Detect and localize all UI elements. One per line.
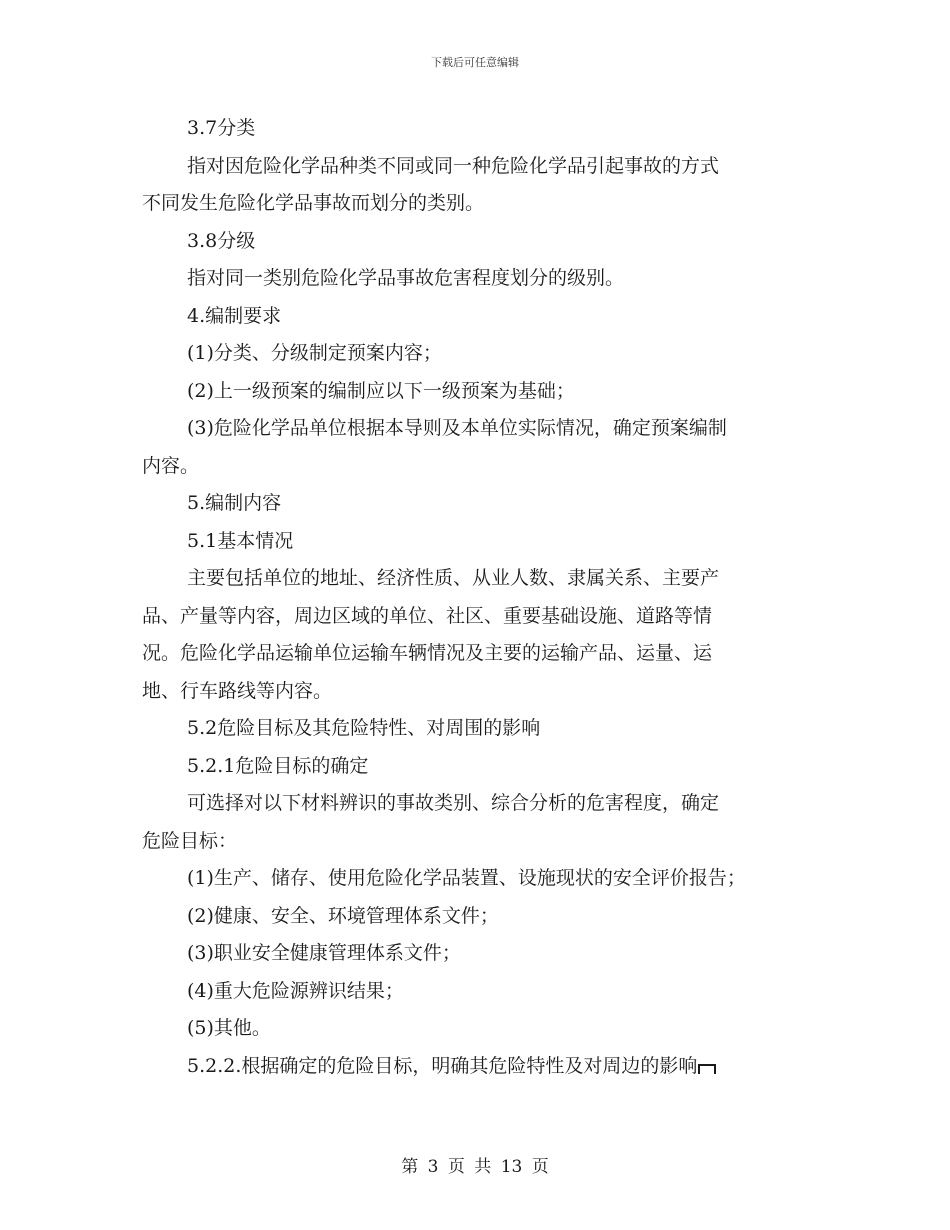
section-heading-5-2-2 (142, 1048, 814, 1086)
paragraph-line: 不同发生危险化学品事故而划分的类别。 (142, 192, 485, 214)
paragraph-line: 指对同一类别危险化学品事故危害程度划分的级别。 (187, 267, 625, 289)
section-heading-3-8: 3.8分级 (187, 229, 256, 252)
list-item: (1)分类、分级制定预案内容； (187, 342, 442, 364)
section-heading-5-2-1: 5.2.1危险目标的确定 (187, 754, 369, 777)
list-item: (4)重大危险源辨识结果； (187, 979, 404, 1002)
paragraph-line: 况。危险化学品运输单位运输车辆情况及主要的运输产品、运量、运 (142, 642, 713, 664)
section-heading-5: 5.编制内容 (187, 492, 282, 514)
section-heading-5-2: 5.2危险目标及其危险特性、对周围的影响 (187, 717, 541, 739)
paragraph-line: 危险目标： (142, 829, 238, 852)
page-header: 下载后可任意编辑 (431, 56, 519, 69)
section-heading-3-7: 3.7分类 (187, 117, 256, 139)
list-item: (5)其他。 (187, 1017, 271, 1039)
document-body (142, 110, 814, 1085)
section-heading-4: 4.编制要求 (187, 304, 282, 327)
paragraph-text: 5.2.2.根据确定的危险目标，明确其危险特性及对周边的影响 (187, 1054, 698, 1077)
paragraph-line: 地、行车路线等内容。 (142, 679, 333, 702)
list-item: (2)上一级预案的编制应以下一级预案为基础； (187, 379, 575, 402)
paragraph-mark-icon (698, 1064, 716, 1074)
page-number-footer: 第 3 页 共 13 页 (401, 1157, 549, 1177)
paragraph-line: 品、产量等内容，周边区域的单位、社区、重要基础设施、道路等情 (142, 604, 713, 627)
list-item: (3)危险化学品单位根据本导则及本单位实际情况，确定预案编制 (187, 417, 727, 439)
list-item: (1)生产、储存、使用危险化学品装置、设施现状的安全评价报告； (187, 867, 746, 889)
paragraph-line: 可选择对以下材料辨识的事故类别、综合分析的危害程度，确定 (187, 792, 720, 814)
paragraph-line: 内容。 (142, 454, 200, 477)
paragraph-line: 指对因危险化学品种类不同或同一种危险化学品引起事故的方式 (187, 154, 720, 177)
paragraph-line: 主要包括单位的地址、经济性质、从业人数、隶属关系、主要产 (187, 567, 720, 589)
list-item: (2)健康、安全、环境管理体系文件； (187, 904, 499, 927)
section-heading-5-1: 5.1基本情况 (187, 529, 294, 552)
list-item: (3)职业安全健康管理体系文件； (187, 942, 461, 964)
